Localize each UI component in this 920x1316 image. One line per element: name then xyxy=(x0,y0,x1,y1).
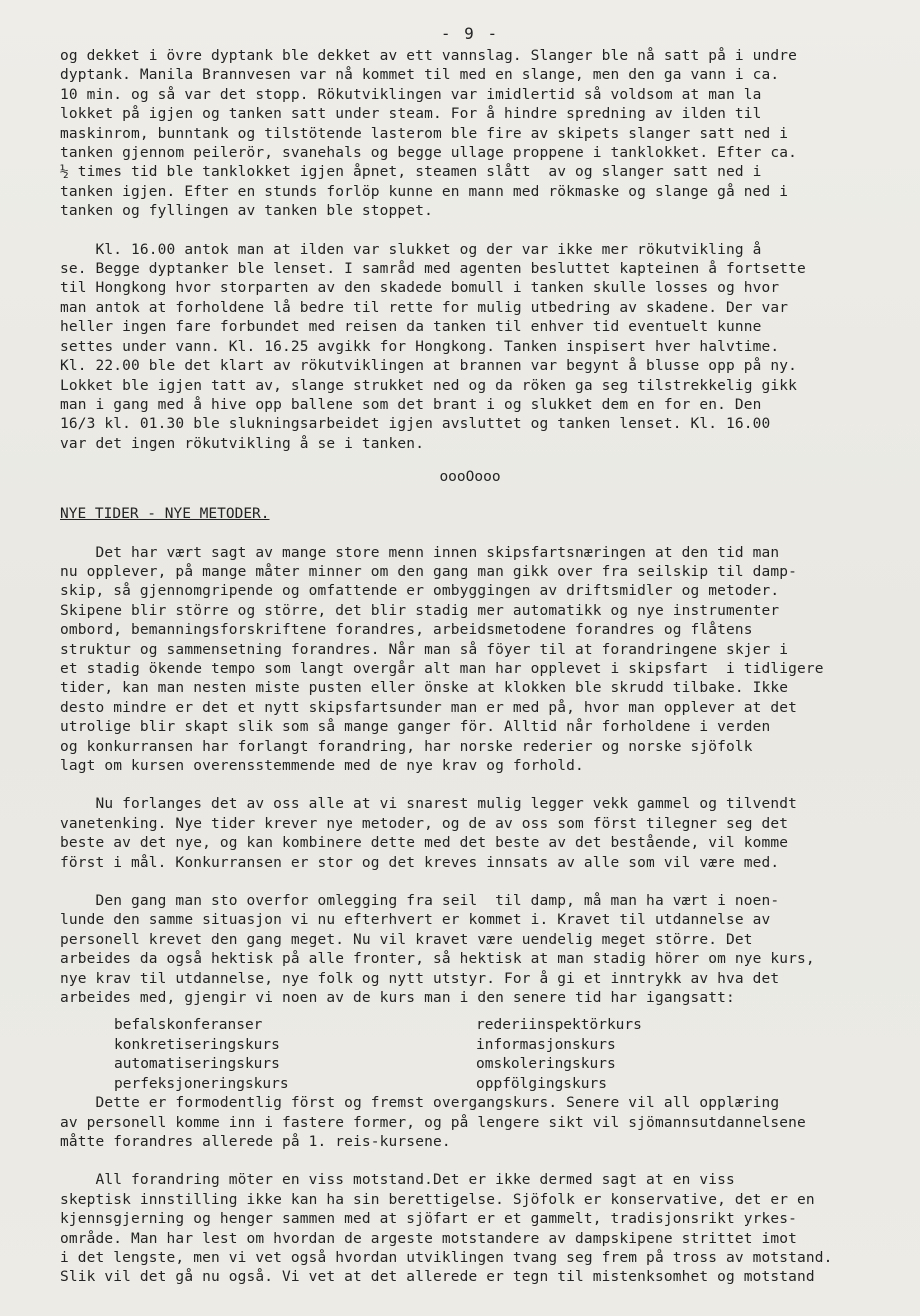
text-line: dyptank. Manila Brannvesen var nå kommet til med en slange, men den ga vann i ca. xyxy=(60,67,780,84)
text-line: beste av det nye, og kan kombinere dette med det beste av det bestående, vil komme xyxy=(60,835,789,852)
text-line: först i mål. Konkurransen er stor og det kreves innsats av alle som vil være med. xyxy=(60,854,780,871)
text-line: arbeides med, gjengir vi noen av de kurs man i den senere tid har igangsatt: xyxy=(60,990,735,1007)
text-line: til Hongkong hvor storparten av den skadede bomull i tanken skulle losses og hvor xyxy=(60,280,780,297)
section-separator: oooOooo xyxy=(439,469,501,486)
text-line: 10 min. og så var det stopp. Rökutviklingen var imidlertid så voldsom at man la xyxy=(60,86,762,103)
text-line: heller ingen fare forbundet med reisen da tanken til enhver tid eventuelt kunne xyxy=(60,319,762,336)
text-line: i det lengste, men vi vet også hvordan utviklingen tvang seg frem på tross av motstand. xyxy=(60,1249,833,1266)
text-line: All forandring möter en viss motstand.Det er ikke dermed sagt at en viss xyxy=(60,1172,735,1189)
text-line: se. Begge dyptanker ble lenset. I samråd med agenten besluttet kapteinen å fortsette xyxy=(60,261,806,278)
list-item: perfeksjoneringskurs xyxy=(114,1075,289,1092)
text-line: Kl. 16.00 antok man at ilden var slukket og der var ikke mer rökutvikling å xyxy=(60,241,762,258)
text-line: område. Man har lest om hvordan de argeste motstandere av dampskipene strittet imot xyxy=(60,1230,798,1247)
text-line: skeptisk innstilling ikke kan ha sin berettigelse. Sjöfolk er konservative, det er en xyxy=(60,1191,815,1208)
text-line: og dekket i övre dyptank ble dekket av ett vannslag. Slanger ble nå satt på i undre xyxy=(60,48,798,64)
text-line: lagt om kursen overensstemmende med de nye krav og forhold. xyxy=(60,758,584,774)
text-line: nye krav til utdannelse, nye folk og nytt utstyr. For å gi et inntrykk av hva det xyxy=(60,970,780,987)
paragraph-new-times-1 xyxy=(60,544,880,777)
text-line: Lokket ble igjen tatt av, slange strukket ned og da röken ga seg tilstrekkelig gikk xyxy=(60,377,798,394)
text-line: Kl. 22.00 ble det klart av rökutviklingen at brannen var begynt å blusse opp på ny. xyxy=(60,358,798,375)
text-line: var det ingen rökutvikling å se i tanken. xyxy=(60,435,425,452)
text-line: ½ times tid ble tanklokket igjen åpnet, steamen slått av og slanger satt ned i xyxy=(60,164,762,181)
text-line: desto mindre er det et nytt skipsfartsunder man er med på, hvor man opplever at det xyxy=(60,699,798,716)
text-line: maskinrom, bunntank og tilstötende lasterom ble fire av skipets slanger satt ned i xyxy=(60,125,789,142)
text-line: kjennsgjerning og henger sammen med at sjöfart er et gammelt, tradisjonsrikt yrkes- xyxy=(60,1211,798,1228)
course-column-right xyxy=(476,1016,856,1094)
text-line: struktur og sammensetning forandres. Når man så föyer til at forandringene skjer i xyxy=(60,641,789,658)
paragraph-new-times-5 xyxy=(60,1171,880,1287)
text-line: Slik vil det gå nu også. Vi vet at det allerede er tegn til mistenksomhet og motstand xyxy=(60,1269,815,1286)
list-item: oppfölgingskurs xyxy=(476,1075,607,1092)
text-line: man i gang med å hive opp ballene som det brant i og slukket dem en for en. Den xyxy=(60,396,762,413)
text-line: Skipene blir större og större, det blir stadig mer automatikk og nye instrumenter xyxy=(60,602,780,619)
paragraph-new-times-2 xyxy=(60,795,880,873)
text-line: lunde den samme situasjon vi nu efterhvert er kommet i. Kravet til utdannelse av xyxy=(60,912,771,929)
text-line: ombord, bemanningsforskriftene forandres, arbeidsmetodene forandres og flåtens xyxy=(60,622,753,639)
text-line: Nu forlanges det av oss alle at vi snarest mulig legger vekk gammel og tilvendt xyxy=(60,796,798,813)
text-line: tanken og fyllingen av tanken ble stoppet. xyxy=(60,203,433,220)
text-line: lokket på igjen og tanken satt under steam. For å hindre spredning av ilden til xyxy=(60,106,762,123)
list-item: befalskonferanser xyxy=(114,1017,263,1034)
text-line: nu opplever, på mange måter minner om den gang man gikk over fra seilskip til damp- xyxy=(60,563,798,580)
list-item: automatiseringskurs xyxy=(114,1056,280,1073)
text-line: skip, så gjennomgripende og omfattende er ombyggingen av driftsmidler og metoder. xyxy=(60,583,780,600)
text-line: Det har vært sagt av mange store menn innen skipsfartsnæringen at den tid man xyxy=(60,544,780,561)
text-line: av personell komme inn i fastere former, og på lengere sikt vil sjömannsutdannelsene xyxy=(60,1114,806,1131)
text-line: arbeides da også hektisk på alle fronter, så hektisk at man stadig hörer om nye kurs, xyxy=(60,951,815,968)
list-item: rederiinspektörkurs xyxy=(476,1017,642,1034)
course-list xyxy=(60,1016,880,1094)
list-item: informasjonskurs xyxy=(476,1036,616,1053)
section-heading: NYE TIDER - NYE METODER. xyxy=(60,506,270,523)
text-line: vanetenking. Nye tider krever nye metoder, og de av oss som först tilegner seg det xyxy=(60,815,789,832)
text-line: personell krevet den gang meget. Nu vil kravet være uendelig meget större. Det xyxy=(60,931,753,948)
text-line: og konkurransen har forlangt forandring, har norske rederier og norske sjöfolk xyxy=(60,738,753,755)
text-line: tanken igjen. Efter en stunds forlöp kunne en mann med rökmaske og slange gå ned i xyxy=(60,183,789,200)
paragraph-new-times-4 xyxy=(60,1094,880,1152)
text-line: et stadig ökende tempo som langt overgår alt man har opplevet i skipsfart i tidligere xyxy=(60,660,824,677)
text-line: tider, kan man nesten miste pusten eller önske at klokken ble skrudd tilbake. Ikke xyxy=(60,680,789,697)
list-item: konkretiseringskurs xyxy=(114,1036,280,1053)
text-line: måtte forandres allerede på 1. reis-kursene. xyxy=(60,1133,451,1150)
text-line: Den gang man sto overfor omlegging fra seil til damp, må man ha vært i noen- xyxy=(60,893,780,910)
paragraph-fire-1 xyxy=(60,47,880,222)
text-line: 16/3 kl. 01.30 ble slukningsarbeidet igjen avsluttet og tanken lenset. Kl. 16.00 xyxy=(60,416,771,433)
paragraph-new-times-3 xyxy=(60,892,880,1008)
course-column-left xyxy=(60,1016,476,1094)
text-line: Dette er formodentlig först og fremst overgangskurs. Senere vil all opplæring xyxy=(60,1095,780,1112)
text-line: man antok at forholdene lå bedre til rette for mulig utbedring av skadene. Der var xyxy=(60,299,789,316)
text-line: settes under vann. Kl. 16.25 avgikk for Hongkong. Tanken inspisert hver halvtime. xyxy=(60,338,780,355)
paragraph-fire-2 xyxy=(60,241,880,454)
list-item: omskoleringskurs xyxy=(476,1056,616,1073)
text-line: utrolige blir skapt slik som så mange ganger för. Alltid når forholdene i verden xyxy=(60,719,771,736)
text-line: tanken gjennom peilerör, svanehals og begge ullage proppene i tanklokket. Efter ca. xyxy=(60,145,798,162)
page-number: - 9 - xyxy=(440,24,500,43)
